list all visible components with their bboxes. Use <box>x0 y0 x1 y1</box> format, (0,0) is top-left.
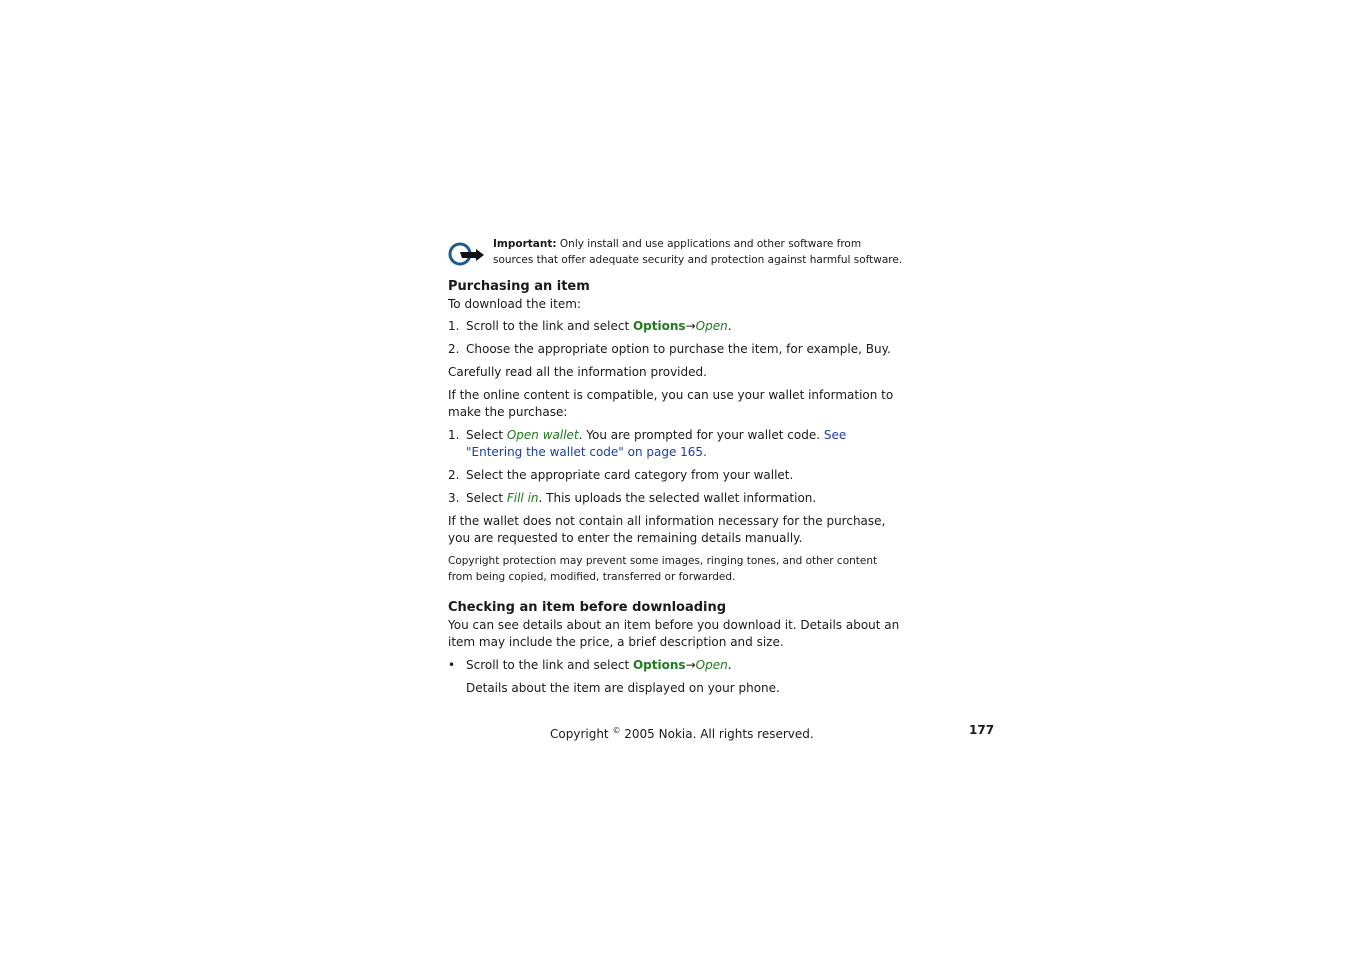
step-text-end: . <box>727 319 732 333</box>
copyright-protection-note: Copyright protection may prevent some images, ringing tones, and other content from being copied, modified, transferred or forwarded. <box>448 555 878 583</box>
step-number: 1. <box>448 428 460 442</box>
paragraph-wallet-compatible: If the online content is compatible, you can use your wallet information to make the purchase: <box>448 388 894 419</box>
step-number: 1. <box>448 319 460 333</box>
step-text: Select <box>466 428 507 442</box>
wallet-steps <box>448 427 904 507</box>
step-number: 2. <box>448 468 460 482</box>
options-command: Options <box>632 319 686 333</box>
important-text: Only install and use applications and other software from sources that offer adequate security and protection against harmful software. <box>493 238 903 266</box>
wallet-code-link[interactable]: See "Entering the wallet code" on page 165. <box>466 428 847 459</box>
section-heading-checking: Checking an item before downloading <box>448 600 727 615</box>
page-number: 177 <box>969 723 995 737</box>
step-text: Select the appropriate card category from your wallet. <box>466 468 794 482</box>
options-command: Options <box>632 658 686 672</box>
important-note <box>448 236 904 268</box>
copyright-text-end: 2005 Nokia. All rights reserved. <box>620 727 814 741</box>
important-label: Important: <box>493 238 557 250</box>
step-text-end: . <box>727 658 732 672</box>
footer-copyright <box>550 722 814 743</box>
fill-in-command: Fill in <box>506 491 539 505</box>
step-text-mid: . You are prompted for your wallet code. <box>578 428 824 442</box>
step-number: 2. <box>448 342 460 356</box>
list-item <box>448 467 904 484</box>
step-text: Choose the appropriate option to purchase the item, for example, Buy. <box>466 342 891 356</box>
copyright-symbol: © <box>612 726 621 735</box>
purchasing-intro: To download the item: <box>448 297 581 311</box>
step-text: Scroll to the link and select <box>466 319 633 333</box>
menu-arrow: → <box>685 319 696 333</box>
checking-steps <box>448 657 904 674</box>
list-item <box>448 427 904 461</box>
paragraph-wallet-incomplete: If the wallet does not contain all information necessary for the purchase, you are requested to enter the remaining details manually. <box>448 514 886 545</box>
section-heading-purchasing: Purchasing an item <box>448 279 590 294</box>
details-result: Details about the item are displayed on your phone. <box>466 681 780 695</box>
important-hand-icon <box>448 240 486 268</box>
list-item <box>448 341 904 358</box>
bullet-marker: • <box>448 658 456 672</box>
step-text: Select <box>466 491 507 505</box>
paragraph-read-info: Carefully read all the information provided. <box>448 365 707 379</box>
open-wallet-command: Open wallet <box>506 428 579 442</box>
step-number: 3. <box>448 491 460 505</box>
open-command: Open <box>695 319 728 333</box>
list-item <box>448 657 904 674</box>
list-item <box>448 318 904 335</box>
purchase-steps <box>448 318 904 358</box>
open-command: Open <box>695 658 728 672</box>
step-text-end: . This uploads the selected wallet information. <box>538 491 817 505</box>
page-content <box>448 236 904 703</box>
checking-intro: You can see details about an item before you download it. Details about an item may include the price, a brief description and size. <box>448 618 900 649</box>
step-text: Scroll to the link and select <box>466 658 633 672</box>
copyright-text: Copyright <box>550 727 613 741</box>
list-item <box>448 490 904 507</box>
menu-arrow: → <box>685 658 696 672</box>
